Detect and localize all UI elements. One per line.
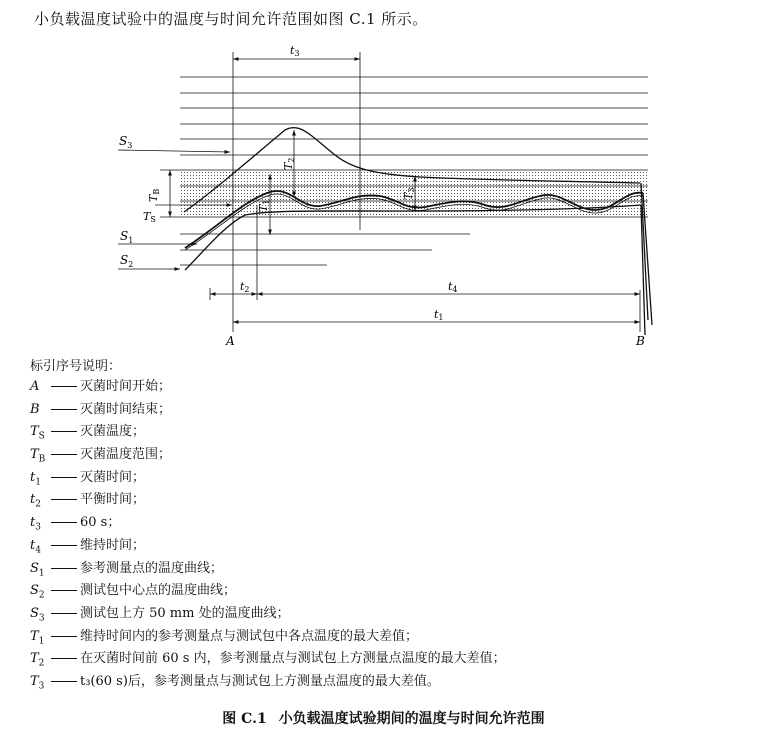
legend-item: $T_2$ 在灭菌时间前 60 s 内，参考测量点与测试包上方测量点温度的最大差值； (30, 651, 506, 669)
t2-label: t2 (240, 280, 250, 294)
figure-caption: 图 C.1 小负载温度试验期间的温度与时间允许范围 (222, 711, 545, 727)
legend-item: $S_2$ 测试包中心点的温度曲线； (30, 583, 237, 601)
temperature-time-figure (0, 0, 767, 350)
legend-title: 标引序号说明： (30, 359, 122, 374)
legend-item: $t_3$ 60 s； (30, 515, 121, 533)
t1-temp-label: T1 (257, 199, 271, 212)
b-label: B (636, 334, 645, 348)
t1-label: t1 (434, 308, 444, 322)
s1-label: $S_1$ (120, 229, 134, 245)
t3-label: t3 (290, 44, 300, 58)
legend-item: $T_S$ 灭菌温度； (30, 424, 146, 442)
t2-temp-label: T2 (282, 157, 296, 170)
legend-item: $t_2$ 平衡时间； (30, 492, 146, 511)
legend-item: $t_1$ 灭菌时间； (30, 469, 146, 488)
legend-item: $S_3$ 测试包上方 50 mm 处的温度曲线； (30, 605, 290, 624)
ts-label: TS (143, 210, 156, 224)
t3-temp-label: T3 (402, 187, 416, 200)
legend-item: $t_4$ 维持时间； (30, 537, 146, 556)
legend-item: $S_1$ 参考测量点的温度曲线； (30, 560, 224, 579)
legend-item: B 灭菌时间结束； (30, 401, 172, 417)
legend-item: $T_B$ 灭菌温度范围； (30, 447, 172, 465)
intro-text: 小负载温度试验中的温度与时间允许范围如图 C.1 所示。 (34, 10, 428, 28)
s2-label: $S_2$ (120, 253, 134, 269)
legend-item: $T_3$ t₃(60 s)后，参考测量点与测试包上方测量点温度的最大差值。 (30, 673, 440, 692)
legend-list (30, 376, 506, 694)
tb-label: TB (147, 188, 161, 202)
s3-label: $S_3$ (119, 134, 133, 150)
legend-item: A 灭菌时间开始； (30, 379, 172, 394)
a-label: A (226, 334, 235, 348)
t4-label: t4 (448, 280, 458, 294)
legend-item: $T_1$ 维持时间内的参考测量点与测试包中各点温度的最大差值； (30, 628, 419, 647)
